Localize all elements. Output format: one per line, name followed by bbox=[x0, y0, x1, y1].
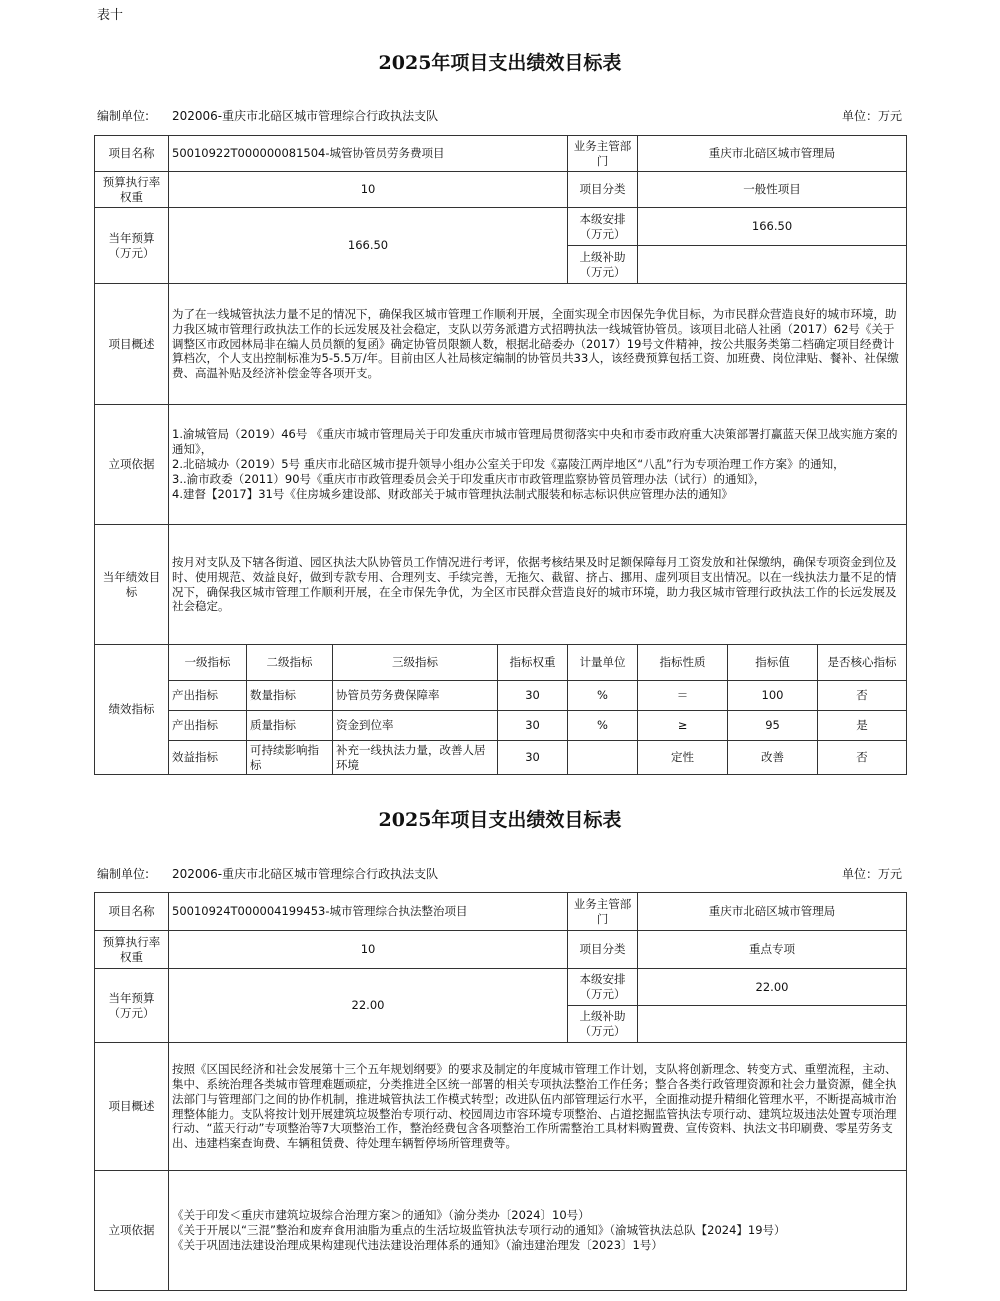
basis-item: 1.渝城管局（2019）46号 《重庆市城市管理局关于印发重庆市城市管理局贯彻落实中央和市委市政府重大决策部署打赢蓝天保卫战实施方案的通知》， bbox=[172, 427, 898, 457]
budget-value: 22.00 bbox=[169, 969, 568, 1043]
indicator-header: 指标权重 bbox=[498, 645, 568, 681]
indicator-header: 是否核心指标 bbox=[818, 645, 907, 681]
label-weight: 预算执行率权重 bbox=[95, 172, 169, 208]
indicator-cell: 否 bbox=[818, 681, 907, 711]
table2-title: 2025年项目支出绩效目标表 bbox=[378, 809, 622, 831]
table2-unit-label: 编制单位: bbox=[97, 867, 150, 881]
indicator-cell: 质量指标 bbox=[247, 711, 333, 741]
label-weight: 预算执行率权重 bbox=[95, 931, 169, 969]
category-value: 重点专项 bbox=[638, 931, 907, 969]
project-name-value: 50010924T000004199453-城市管理综合执法整治项目 bbox=[169, 893, 568, 931]
basis-list bbox=[169, 1171, 907, 1291]
indicator-cell: 30 bbox=[498, 741, 568, 775]
indicator-cell: ＝ bbox=[638, 681, 728, 711]
goal-text: 按月对支队及下辖各街道、园区执法大队协管员工作情况进行考评，依据考核结果及时足额保障每月工资发放和社保缴纳，确保专项资金到位及时、使用规范、效益良好，做到专款专用、合理列支、手续完善，无拖欠、截留、挤占、挪用、虚列项目支出情况。以在一线执法力量不足的情况下，确保我区城市管理工作顺利开展，在全市保先争优，为全区市民群众营造良好的城市环境，助力我区城市管理行政执法工作的长远发展及社会稳定。 bbox=[169, 525, 907, 645]
label-overview: 项目概述 bbox=[95, 284, 169, 405]
label-category: 项目分类 bbox=[568, 931, 638, 969]
category-value: 一般性项目 bbox=[638, 172, 907, 208]
indicator-cell: 数量指标 bbox=[247, 681, 333, 711]
indicator-cell: 效益指标 bbox=[169, 741, 247, 775]
upper-value bbox=[638, 246, 907, 284]
label-indicators: 绩效指标 bbox=[95, 645, 169, 775]
indicator-cell: 产出指标 bbox=[169, 711, 247, 741]
overview-text: 为了在一线城管执法力量不足的情况下，确保我区城市管理工作顺利开展，全面实现全市因保先争优目标，为市民群众营造良好的城市环境，助力我区城市管理行政执法工作的长远发展及社会稳定，支队以劳务派遣方式招聘执法一线城管协管员。该项目北碚人社函（2017）62号《关于调整区市政园林局非在编人员员额的复函》确定协管员限额人数，根据北碚委办（2017）19号文件精神，按公共服务类第二档确定项目经费计算档次，个人支出控制标准为5-5.5万/年。目前由区人社局核定编制的协管员共33人，该经费预算包括工资、加班费、岗位津贴、餐补、社保缴费、高温补贴及经济补偿金等各项开支。 bbox=[169, 284, 907, 405]
table-row bbox=[95, 711, 907, 741]
table2-unit-value: 202006-重庆市北碚区城市管理综合行政执法支队 bbox=[172, 867, 439, 881]
indicator-cell: 30 bbox=[498, 711, 568, 741]
indicator-cell: 30 bbox=[498, 681, 568, 711]
dept-value: 重庆市北碚区城市管理局 bbox=[638, 136, 907, 172]
label-basis: 立项依据 bbox=[95, 1171, 169, 1291]
label-goal: 当年绩效目标 bbox=[95, 525, 169, 645]
indicator-cell: 95 bbox=[728, 711, 818, 741]
indicator-cell: 改善 bbox=[728, 741, 818, 775]
basis-item: 4.建督【2017】31号《住房城乡建设部、财政部关于城市管理执法制式服装和标志标识供应管理办法的通知》 bbox=[172, 486, 733, 501]
overview-text: 按照《区国民经济和社会发展第十三个五年规划纲要》的要求及制定的年度城市管理工作计划，支队将创新理念、转变方式、重塑流程，主动、集中、系统治理各类城市管理难题顽症，分类推进全区统一部署的相关专项执法整治工作任务；整合各类行政管理资源和社会力量资源，健全执法部门与管理部门之间的协作机制，推进城管执法工作模式转型；改进队伍内部管理运行水平，全面推动提升精细化管理水平，不断提高城市治理整体能力。支队将按计划开展建筑垃圾整治专项行动、校园周边市容环境专项整治、占道挖掘监管执法专项行动、建筑垃圾违法处置专项治理行动、“蓝天行动”专项整治等7大项整治工作，整治经费包含各项整治工作所需整治工具材料购置费、宣传资料、执法文书印刷费、零星劳务支出、违建档案查询费、车辆租赁费、待处理车辆暂停场所管理费等。 bbox=[169, 1043, 907, 1171]
upper-value bbox=[638, 1006, 907, 1043]
label-local: 本级安排（万元） bbox=[568, 969, 638, 1006]
table1-currency: 单位：万元 bbox=[841, 109, 902, 123]
indicator-cell: 否 bbox=[818, 741, 907, 775]
indicator-cell: % bbox=[568, 711, 638, 741]
label-overview: 项目概述 bbox=[95, 1043, 169, 1171]
indicator-cell: 可持续影响指标 bbox=[247, 741, 333, 775]
table-row bbox=[95, 681, 907, 711]
basis-item: 2.北碚城办（2019）5号 重庆市北碚区城市提升领导小组办公室关于印发《嘉陵江两岸地区“八乱”行为专项治理工作方案》的通知， bbox=[172, 457, 845, 472]
indicator-cell: 补充一线执法力量，改善人居环境 bbox=[333, 741, 498, 775]
indicator-header: 一级指标 bbox=[169, 645, 247, 681]
budget-value: 166.50 bbox=[169, 208, 568, 284]
basis-item: 《关于开展以“三混”整治和废弃食用油脂为重点的生活垃圾监管执法专项行动的通知》（渝城管执法总队【2024】19号） bbox=[172, 1223, 786, 1238]
label-budget: 当年预算（万元） bbox=[95, 969, 169, 1043]
label-category: 项目分类 bbox=[568, 172, 638, 208]
indicator-header: 计量单位 bbox=[568, 645, 638, 681]
indicator-cell: ≥ bbox=[638, 711, 728, 741]
indicator-cell: 100 bbox=[728, 681, 818, 711]
indicator-cell: 定性 bbox=[638, 741, 728, 775]
project-name-value: 50010922T000000081504-城管协管员劳务费项目 bbox=[169, 136, 568, 172]
table-row bbox=[95, 741, 907, 775]
label-local: 本级安排（万元） bbox=[568, 208, 638, 246]
basis-list bbox=[169, 405, 907, 525]
local-value: 22.00 bbox=[638, 969, 907, 1006]
basis-item: 3..渝市政委（2011）90号《重庆市市政管理委员会关于印发重庆市市政管理监察协管员管理办法（试行）的通知》， bbox=[172, 471, 766, 486]
table1-title: 2025年项目支出绩效目标表 bbox=[378, 52, 622, 74]
table1-unit-label: 编制单位: bbox=[97, 109, 150, 123]
dept-value: 重庆市北碚区城市管理局 bbox=[638, 893, 907, 931]
label-budget: 当年预算（万元） bbox=[95, 208, 169, 284]
label-upper: 上级补助（万元） bbox=[568, 246, 638, 284]
basis-item: 《关于巩固违法建设治理成果构建现代违法建设治理体系的通知》（渝违建治理发〔2023〕1号） bbox=[172, 1237, 663, 1252]
label-project-name: 项目名称 bbox=[95, 893, 169, 931]
local-value: 166.50 bbox=[638, 208, 907, 246]
label-dept: 业务主管部门 bbox=[568, 893, 638, 931]
page-marker: 表十 bbox=[97, 8, 124, 23]
table1-unit-value: 202006-重庆市北碚区城市管理综合行政执法支队 bbox=[172, 109, 439, 123]
indicator-cell: 是 bbox=[818, 711, 907, 741]
label-project-name: 项目名称 bbox=[95, 136, 169, 172]
label-basis: 立项依据 bbox=[95, 405, 169, 525]
indicator-header: 指标性质 bbox=[638, 645, 728, 681]
indicator-cell: % bbox=[568, 681, 638, 711]
performance-table-2 bbox=[94, 892, 907, 1291]
indicator-cell: 产出指标 bbox=[169, 681, 247, 711]
indicator-cell bbox=[568, 741, 638, 775]
performance-table-1 bbox=[94, 135, 907, 775]
weight-value: 10 bbox=[169, 931, 568, 969]
label-upper: 上级补助（万元） bbox=[568, 1006, 638, 1043]
table2-currency: 单位：万元 bbox=[841, 867, 902, 881]
indicator-header: 三级指标 bbox=[333, 645, 498, 681]
indicator-cell: 协管员劳务费保障率 bbox=[333, 681, 498, 711]
indicator-header: 指标值 bbox=[728, 645, 818, 681]
indicator-header: 二级指标 bbox=[247, 645, 333, 681]
indicator-cell: 资金到位率 bbox=[333, 711, 498, 741]
label-dept: 业务主管部门 bbox=[568, 136, 638, 172]
basis-item: 《关于印发＜重庆市建筑垃圾综合治理方案＞的通知》（渝分类办〔2024〕10号） bbox=[172, 1208, 590, 1223]
weight-value: 10 bbox=[169, 172, 568, 208]
